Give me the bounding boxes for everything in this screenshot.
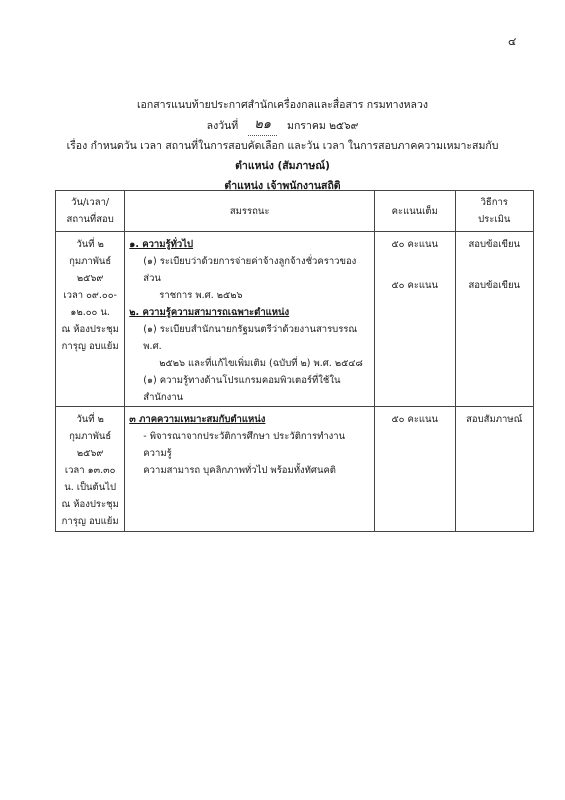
section1-item1: (๑) ระเบียบว่าด้วยการจ่ายค่าจ้างลูกจ้างชั่วคราวของส่วน — [143, 256, 357, 284]
header-line1: เอกสารแนบท้ายประกาศสำนักเครื่องกลและสื่อสาร กรมทางหลวง — [136, 99, 429, 111]
row2-score — [374, 407, 455, 532]
section2-item1-cont: ๒๕๒๖ และที่แก้ไขเพิ่มเติม (ฉบับที่ ๒) พ.ศ. ๒๕๔๘ — [159, 358, 363, 369]
section2-item2: (๑) ความรู้ทางด้านโปรแกรมคอมพิวเตอร์ที่ใช้ในสำนักงาน — [143, 375, 341, 403]
score-section1: ๕๐ คะแนน — [391, 239, 439, 250]
method-section3: สอบสัมภาษณ์ — [466, 414, 523, 425]
row1-competency — [125, 232, 375, 407]
row1-method — [455, 232, 534, 407]
section3-item1: - พิจารณาจากประวัติการศึกษา ประวัติการทำงาน ความรู้ — [143, 431, 346, 459]
row2-when-where: วันที่ ๒ กุมภาพันธ์ ๒๕๖๙ เวลา ๑๓.๓๐ น. เป็นต้นไป ณ ห้องประชุม การุญ อบแย้ม — [56, 407, 125, 532]
header-competency: สมรรถนะ — [125, 191, 375, 232]
header-full-score: คะแนนเต็ม — [374, 191, 455, 232]
header-assessment-method: วิธีการ ประเมิน — [455, 191, 534, 232]
header-date-line — [0, 115, 565, 136]
date-prefix: ลงวันที่ — [206, 119, 239, 132]
section1-title: ๑. ความรู้ทั่วไป — [129, 239, 194, 250]
header-subject-cont: ตำแหน่ง (สัมภาษณ์) — [235, 160, 330, 172]
exam-schedule-table — [55, 190, 534, 532]
date-month-year: มกราคม ๒๕๖๙ — [287, 119, 359, 132]
score-section3: ๕๐ คะแนน — [391, 414, 439, 425]
table-header-row — [56, 191, 534, 232]
document-header — [0, 95, 565, 196]
method-section2: สอบข้อเขียน — [468, 280, 521, 291]
header-when-where: วัน/เวลา/ สถานที่สอบ — [56, 191, 125, 232]
method-section1: สอบข้อเขียน — [468, 239, 521, 250]
table-row — [56, 407, 534, 532]
score-section2: ๕๐ คะแนน — [391, 280, 439, 291]
section3-title: ๓ ภาคความเหมาะสมกับตำแหน่ง — [129, 414, 266, 425]
table-row — [56, 232, 534, 407]
row1-score — [374, 232, 455, 407]
row1-when-where: วันที่ ๒ กุมภาพันธ์ ๒๕๖๙ เวลา ๐๙.๐๐- ๑๒.๐๐ น. ณ ห้องประชุม การุญ อบแย้ม — [56, 232, 125, 407]
row2-competency — [125, 407, 375, 532]
row2-method — [455, 407, 534, 532]
section1-item1-cont: ราชการ พ.ศ. ๒๕๒๖ — [159, 290, 243, 301]
header-position: ตำแหน่ง เจ้าพนักงานสถิติ — [224, 180, 341, 192]
section3-item1-cont: ความสามารถ บุคลิกภาพทั่วไป พร้อมทั้งทัศนคติ — [143, 465, 336, 476]
handwritten-date-day: ๒๑ — [248, 115, 277, 136]
section2-item1: (๑) ระเบียบสำนักนายกรัฐมนตรีว่าด้วยงานสารบรรณ พ.ศ. — [143, 324, 358, 352]
section2-title: ๒. ความรู้ความสามารถเฉพาะตำแหน่ง — [129, 307, 290, 318]
page-number: ๔ — [508, 35, 517, 48]
header-subject: เรื่อง กำหนดวัน เวลา สถานที่ในการสอบคัดเลือก และวัน เวลา ในการสอบภาคความเหมาะสมกับ — [66, 140, 499, 152]
